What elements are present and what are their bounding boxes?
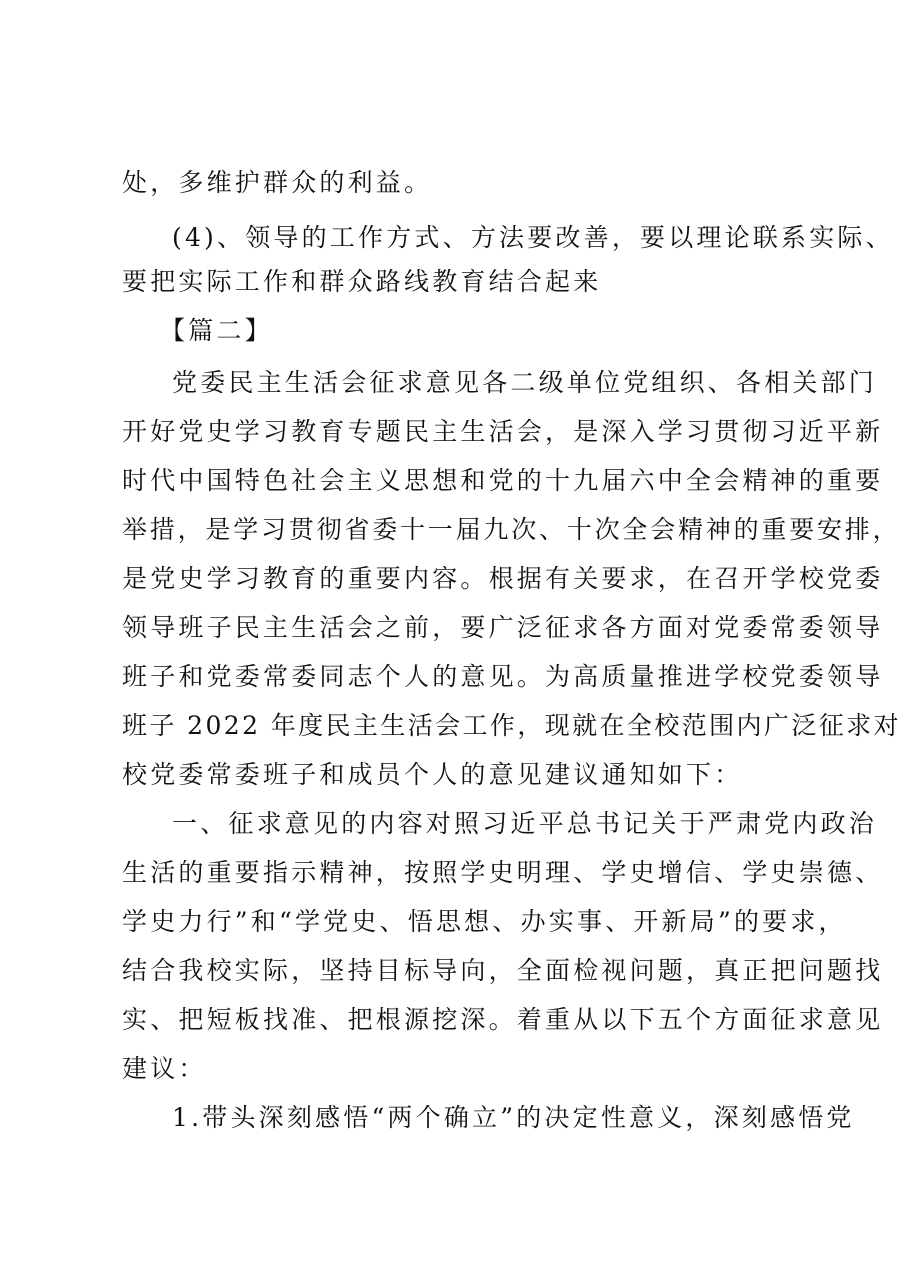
text-line: 班子 2022 年度民主生活会工作，现就在全校范围内广泛征求对 [122, 711, 901, 740]
text-line: 1.带头深刻感悟“两个确立”的决定性意义，深刻感悟党 [172, 1103, 855, 1132]
text-line: 建议： [122, 1054, 207, 1083]
text-line: 实、把短板找准、把根源挖深。着重从以下五个方面征求意见 [122, 1005, 884, 1034]
text-line: (4)、领导的工作方式、方法要改善，要以理论联系实际、 [172, 223, 894, 252]
text-line: 生活的重要指示精神，按照学史明理、学史增信、学史崇德、 [122, 858, 884, 887]
text-line: 一、征求意见的内容对照习近平总书记关于严肃党内政治 [172, 809, 878, 838]
text-line: 党委民主生活会征求意见各二级单位党组织、各相关部门 [172, 368, 878, 397]
text-line: 时代中国特色社会主义思想和党的十九届六中全会精神的重要 [122, 466, 884, 495]
text-line: 领导班子民主生活会之前，要广泛征求各方面对党委常委领导 [122, 613, 884, 642]
text-line: 举措，是学习贯彻省委十一届九次、十次全会精神的重要安排， [122, 515, 901, 544]
section-heading: 【篇二】 [160, 316, 273, 345]
text-line: 学史力行”和“学党史、悟思想、办实事、开新局”的要求， [122, 907, 847, 936]
text-line: 是党史学习教育的重要内容。根据有关要求，在召开学校党委 [122, 564, 884, 593]
text-line: 要把实际工作和群众路线教育结合起来 [122, 267, 602, 296]
text-line: 开好党史学习教育专题民主生活会，是深入学习贯彻习近平新 [122, 417, 884, 446]
text-line: 校党委常委班子和成员个人的意见建议通知如下： [122, 760, 743, 789]
text-line: 班子和党委常委同志个人的意见。为高质量推进学校党委领导 [122, 662, 884, 691]
text-line: 结合我校实际，坚持目标导向，全面检视问题，真正把问题找 [122, 956, 884, 985]
text-line: 处，多维护群众的利益。 [122, 168, 433, 197]
